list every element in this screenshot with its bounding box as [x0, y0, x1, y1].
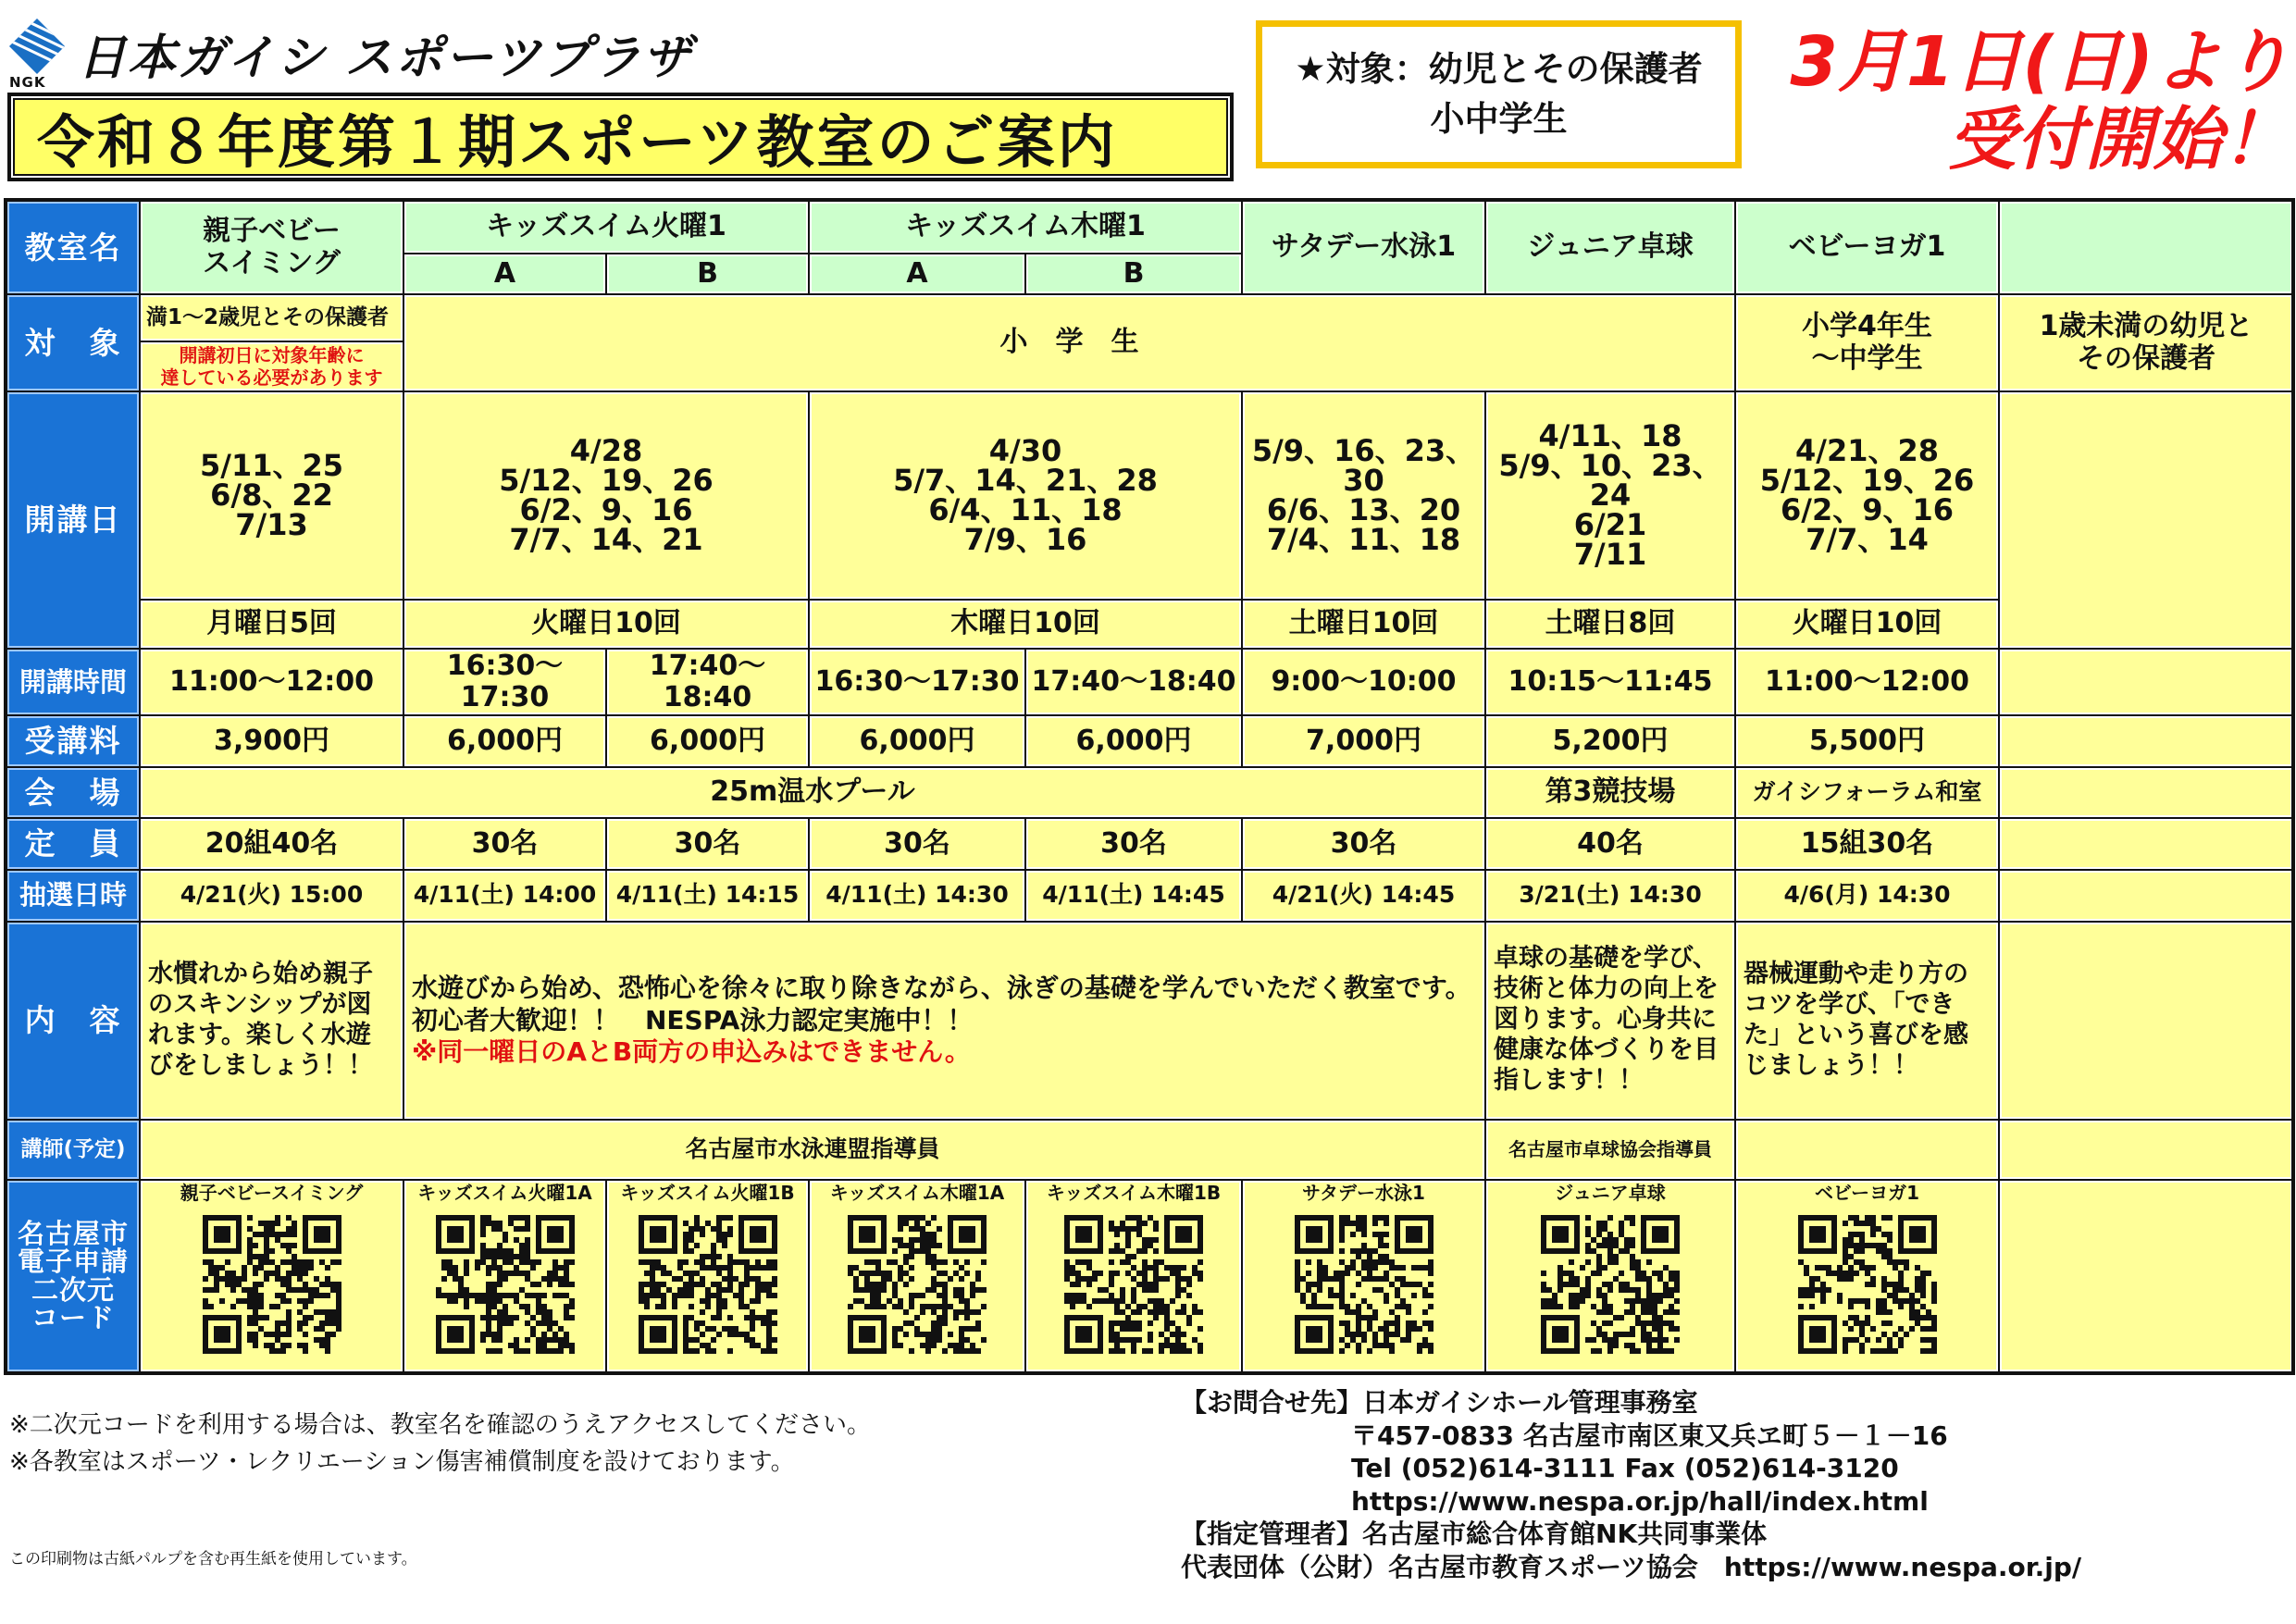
- manager-name: 名古屋市総合体育館NK共同事業体: [1362, 1519, 1768, 1550]
- contact-label: 【お問合せ先】: [1181, 1387, 1363, 1418]
- table-row-time: [6, 649, 2293, 715]
- content-kids-line-2: 初心者大歓迎！！ NESPA泳力認定実施中！！: [412, 1004, 974, 1035]
- time-cell: 11:00～12:00: [1735, 649, 1999, 715]
- table-row-content: [6, 922, 2293, 1120]
- table-row-dates: [6, 391, 2293, 599]
- table-row-class-names: [6, 200, 2293, 254]
- qr-cell: [140, 1180, 403, 1373]
- start-label: 受付開始！: [1948, 100, 2290, 180]
- footer-note-qr: ※二次元コードを利用する場合は、教室名を確認のうえアクセスしてください。: [9, 1411, 872, 1439]
- dates-kids-tue: 4/28 5/12、19、26 6/2、9、16 7/7、14、21: [403, 391, 809, 599]
- footer-notes: [9, 1407, 871, 1481]
- manager-label: 【指定管理者】: [1181, 1519, 1363, 1550]
- instructor-swim: 名古屋市水泳連盟指導員: [140, 1120, 1485, 1180]
- qr-code-icon[interactable]: [1798, 1215, 1937, 1354]
- row-header-venue: 会 場: [6, 767, 140, 819]
- capacity-cell-empty: [1999, 818, 2293, 870]
- venue-arena: 第3競技場: [1485, 767, 1735, 819]
- dates-baby-swim: 5/11、25 6/8、22 7/13: [140, 391, 403, 599]
- class-name-kids-tue: キッズスイム火曜1: [403, 200, 809, 254]
- table-row-venue: [6, 767, 2293, 819]
- fee-cell-empty: [1999, 715, 2293, 767]
- qr-code-icon[interactable]: [1064, 1215, 1203, 1354]
- footer-recycle-note: この印刷物は古紙パルプを含む再生紙を使用しています。: [9, 1550, 417, 1568]
- registration-start-notice: [1754, 22, 2290, 183]
- class-sub-tue-b: B: [606, 254, 809, 294]
- content-kids: [403, 922, 1485, 1120]
- table-row-lottery: [6, 870, 2293, 922]
- qr-code-icon[interactable]: [1295, 1215, 1433, 1354]
- table-row-fee: [6, 715, 2293, 767]
- time-cell: 10:15～11:45: [1485, 649, 1735, 715]
- time-cell-empty: [1999, 649, 2293, 715]
- time-cell: 16:30～17:30: [403, 649, 606, 715]
- capacity-cell: 20組40名: [140, 818, 403, 870]
- footer-note-insurance: ※各教室はスポーツ・レクリエーション傷害補償制度を設けております。: [9, 1448, 795, 1477]
- capacity-cell: 30名: [606, 818, 809, 870]
- class-name-junior-tt: ジュニア卓球: [1485, 200, 1735, 294]
- table-row-instructor: [6, 1120, 2293, 1180]
- row-header-lottery: 抽選日時: [6, 870, 140, 922]
- row-header-instructor: 講師(予定): [6, 1120, 140, 1180]
- dates-empty: [1999, 391, 2293, 649]
- contact-address: 〒457-0833 名古屋市南区東又兵ヱ町５－１－16: [1351, 1419, 1948, 1451]
- qr-code-icon[interactable]: [848, 1215, 987, 1354]
- class-name-saturday: サタデー水泳1: [1242, 200, 1485, 294]
- qr-cell: [1242, 1180, 1485, 1373]
- qr-cell: [606, 1180, 809, 1373]
- class-name-kids-thu: キッズスイム木曜1: [809, 200, 1242, 254]
- qr-cell-empty: [1999, 1180, 2293, 1373]
- capacity-cell: 40名: [1485, 818, 1735, 870]
- fee-cell: 6,000円: [606, 715, 809, 767]
- logo-ngk-text: NGK: [9, 74, 46, 91]
- class-name-baby-yoga: ベビーヨガ1: [1735, 200, 1999, 294]
- manager-rep: 代表団体（公財）名古屋市教育スポーツ協会 https://www.nespa.or.jp/: [1181, 1551, 2082, 1582]
- row-header-capacity: 定 員: [6, 818, 140, 870]
- fee-cell: 3,900円: [140, 715, 403, 767]
- venue-forum: ガイシフォーラム和室: [1735, 767, 1999, 819]
- sessions-saturday: 土曜日10回: [1242, 600, 1485, 650]
- dates-junior-tt: 4/11、18 5/9、10、23、24 6/21 7/11: [1485, 391, 1735, 599]
- capacity-cell: 30名: [809, 818, 1025, 870]
- capacity-cell: 15組30名: [1735, 818, 1999, 870]
- contact-info: [1181, 1386, 2081, 1583]
- time-cell: 11:00～12:00: [140, 649, 403, 715]
- venue-pool: 25m温水プール: [140, 767, 1485, 819]
- logo-text: 日本ガイシ スポーツプラザ: [78, 31, 693, 86]
- time-cell: 9:00～10:00: [1242, 649, 1485, 715]
- venue-empty: [1999, 767, 2293, 819]
- fee-cell: 6,000円: [403, 715, 606, 767]
- qr-label: キッズスイム火曜1B: [620, 1181, 795, 1204]
- ngk-logo-icon: [7, 17, 67, 76]
- instructor-empty-1: [1735, 1120, 1999, 1180]
- target-line-2: 小中学生: [1430, 99, 1568, 139]
- dates-baby-yoga: 4/21、28 5/12、19、26 6/2、9、16 7/7、14: [1735, 391, 1999, 599]
- start-date: 3月1日(日)より: [1790, 22, 2290, 102]
- target-kids: 小 学 生: [403, 294, 1735, 391]
- page-title: 令和８年度第１期スポーツ教室のご案内: [37, 107, 1118, 176]
- page-title-box: [7, 93, 1234, 181]
- fee-cell: 6,000円: [809, 715, 1025, 767]
- lottery-cell: 4/21(火) 15:00: [140, 870, 403, 922]
- contact-phone: Tel (052)614-3111 Fax (052)614-3120: [1351, 1453, 1899, 1484]
- dates-saturday: 5/9、16、23、30 6/6、13、20 7/4、11、18: [1242, 391, 1485, 599]
- instructor-empty-2: [1999, 1120, 2293, 1180]
- target-baby-yoga: 1歳未満の幼児と その保護者: [1999, 294, 2293, 391]
- table-row-target: [6, 294, 2293, 341]
- qr-label: ジュニア卓球: [1555, 1181, 1666, 1204]
- time-cell: 16:30～17:30: [809, 649, 1025, 715]
- sessions-junior-tt: 土曜日8回: [1485, 600, 1735, 650]
- content-junior-tt: 卓球の基礎を学び、技術と体力の向上を図ります。心身共に健康な体づくりを目指します！！: [1485, 922, 1735, 1120]
- time-cell: 17:40～18:40: [1025, 649, 1242, 715]
- class-sub-thu-b: B: [1025, 254, 1242, 294]
- row-header-time: 開講時間: [6, 649, 140, 715]
- target-junior-tt: 小学4年生 ～中学生: [1735, 294, 1999, 391]
- lottery-cell: 3/21(土) 14:30: [1485, 870, 1735, 922]
- capacity-cell: 30名: [403, 818, 606, 870]
- sessions-baby-swim: 月曜日5回: [140, 600, 403, 650]
- qr-cell: [809, 1180, 1025, 1373]
- content-empty: [1999, 922, 2293, 1120]
- dates-kids-thu: 4/30 5/7、14、21、28 6/4、11、18 7/9、16: [809, 391, 1242, 599]
- class-sub-thu-a: A: [809, 254, 1025, 294]
- table-row-capacity: [6, 818, 2293, 870]
- fee-cell: 5,200円: [1485, 715, 1735, 767]
- row-header-dates: 開講日: [6, 391, 140, 649]
- target-audience-box: [1256, 20, 1742, 168]
- contact-url[interactable]: https://www.nespa.or.jp/hall/index.html: [1351, 1485, 1929, 1517]
- lottery-cell: 4/11(土) 14:00: [403, 870, 606, 922]
- content-kids-note: ※同一曜日のAとB両方の申込みはできません。: [412, 1035, 971, 1067]
- qr-code-icon[interactable]: [1541, 1215, 1680, 1354]
- qr-label: ベビーヨガ1: [1814, 1181, 1920, 1204]
- qr-label: キッズスイム火曜1A: [417, 1181, 592, 1204]
- qr-cell: [403, 1180, 606, 1373]
- qr-label: 親子ベビースイミング: [180, 1181, 364, 1204]
- class-name-empty: [1999, 200, 2293, 294]
- qr-label: キッズスイム木曜1B: [1046, 1181, 1222, 1204]
- table-row-sessions: [6, 600, 2293, 650]
- fee-cell: 5,500円: [1735, 715, 1999, 767]
- lottery-cell: 4/6(月) 14:30: [1735, 870, 1999, 922]
- qr-label: キッズスイム木曜1A: [829, 1181, 1005, 1204]
- content-kids-line-1: 水遊びから始め、恐怖心を徐々に取り除きながら、泳ぎの基礎を学んでいただく教室です。: [412, 973, 1471, 1004]
- capacity-cell: 30名: [1025, 818, 1242, 870]
- sessions-kids-tue: 火曜日10回: [403, 600, 809, 650]
- qr-cell: [1735, 1180, 1999, 1373]
- table-row-qr: [6, 1180, 2293, 1373]
- row-header-content: 内 容: [6, 922, 140, 1120]
- lottery-cell: 4/11(土) 14:45: [1025, 870, 1242, 922]
- instructor-tt: 名古屋市卓球協会指導員: [1485, 1120, 1735, 1180]
- row-header-fee: 受講料: [6, 715, 140, 767]
- qr-cell: [1025, 1180, 1242, 1373]
- schedule-table: [4, 198, 2295, 1375]
- row-header-class-name: 教室名: [6, 200, 140, 294]
- target-baby-swim: 満1～2歳児とその保護者: [140, 294, 403, 341]
- lottery-cell: 4/11(土) 14:30: [809, 870, 1025, 922]
- logo: [7, 13, 711, 89]
- time-cell: 17:40～18:40: [606, 649, 809, 715]
- capacity-cell: 30名: [1242, 818, 1485, 870]
- qr-code-icon[interactable]: [203, 1215, 341, 1354]
- qr-code-icon[interactable]: [436, 1215, 575, 1354]
- sessions-baby-yoga: 火曜日10回: [1735, 600, 1999, 650]
- class-name-baby-swim: 親子ベビー スイミング: [140, 200, 403, 294]
- lottery-cell: 4/21(火) 14:45: [1242, 870, 1485, 922]
- fee-cell: 6,000円: [1025, 715, 1242, 767]
- lottery-cell: 4/11(土) 14:15: [606, 870, 809, 922]
- fee-cell: 7,000円: [1242, 715, 1485, 767]
- row-header-target: 対 象: [6, 294, 140, 391]
- qr-label: サタデー水泳1: [1302, 1181, 1425, 1204]
- lottery-cell-empty: [1999, 870, 2293, 922]
- content-baby-yoga: 器械運動や走り方のコツを学び、「できた」という喜びを感じましょう！！: [1735, 922, 1999, 1120]
- qr-cell: [1485, 1180, 1735, 1373]
- row-header-qr: 名古屋市 電子申請 二次元 コード: [6, 1180, 140, 1373]
- target-baby-swim-note: 開講初日に対象年齢に 達している必要があります: [140, 341, 403, 392]
- target-line-1: ★対象：幼児とその保護者: [1295, 49, 1703, 90]
- sessions-kids-thu: 木曜日10回: [809, 600, 1242, 650]
- qr-code-icon[interactable]: [639, 1215, 777, 1354]
- class-sub-tue-a: A: [403, 254, 606, 294]
- contact-name: 日本ガイシホール管理事務室: [1362, 1387, 1698, 1418]
- content-baby-swim: 水慣れから始め親子のスキンシップが図れます。楽しく水遊びをしましょう！！: [140, 922, 403, 1120]
